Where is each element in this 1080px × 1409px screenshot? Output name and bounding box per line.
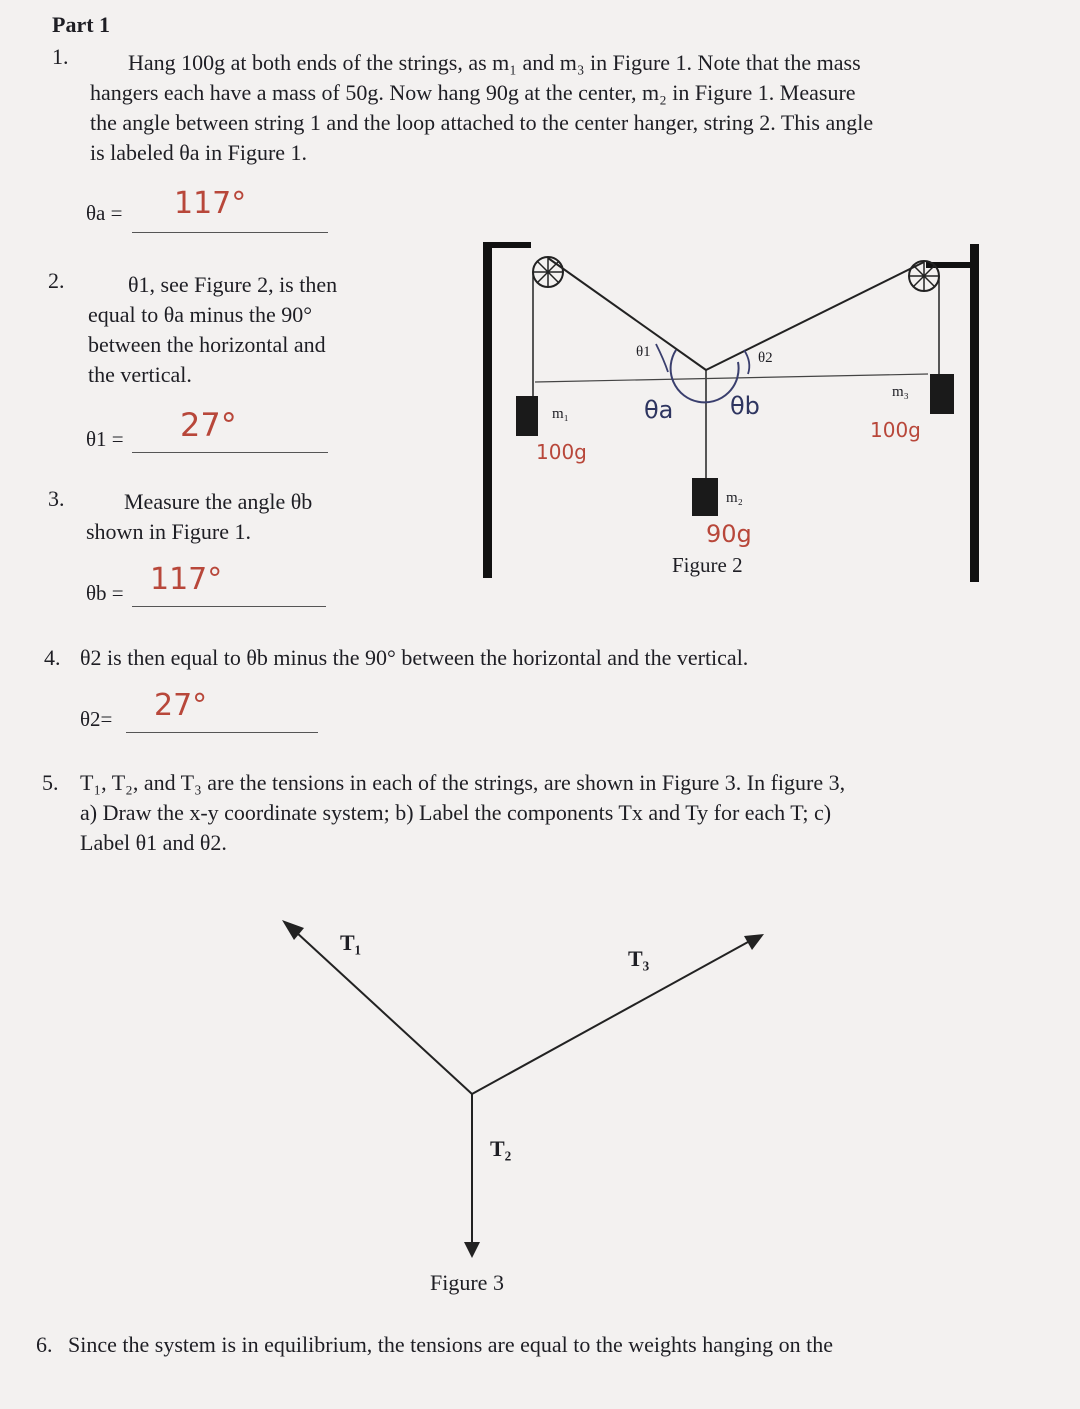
fig2-m3-value: 100g xyxy=(870,418,921,442)
fig2-m1-value: 100g xyxy=(536,440,587,464)
fig2-theta-a: θa xyxy=(644,396,674,424)
fig3-t1-label: T₁ xyxy=(340,930,362,955)
fig2-theta-b: θb xyxy=(730,392,760,420)
q1-line3: the angle between string 1 and the loop attached to the center hanger, string 2. This angle xyxy=(90,110,874,135)
fig2-m1-label: m₁ xyxy=(552,406,569,422)
fig2-theta1: θ1 xyxy=(636,344,651,360)
q2-label: θ1 = xyxy=(86,427,124,451)
vector-t3 xyxy=(472,942,748,1094)
fig2-caption: Figure 2 xyxy=(672,553,743,577)
q6-text: Since the system is in equilibrium, the tensions are equal to the weights hanging on the xyxy=(68,1332,833,1357)
q4-text: θ2 is then equal to θb minus the 90° between the horizontal and the vertical. xyxy=(80,645,749,670)
q5-line1: T₁, T₂, and T₃ are the tensions in each of the strings, are shown in Figure 3. In figure 3, xyxy=(80,770,846,795)
q1-answer[interactable]: 117° xyxy=(174,186,247,221)
fig3-caption: Figure 3 xyxy=(430,1270,504,1295)
q3-line1: Measure the angle θb xyxy=(124,489,313,514)
q4-number: 4. xyxy=(44,645,61,670)
q2-line1: θ1, see Figure 2, is then xyxy=(128,272,338,297)
fig2-theta2: θ2 xyxy=(758,350,773,366)
q2-line2: equal to θa minus the 90° xyxy=(88,302,313,327)
q3-line2: shown in Figure 1. xyxy=(86,519,251,544)
q2-number: 2. xyxy=(48,268,65,293)
vector-t1 xyxy=(296,932,472,1094)
q2-line4: the vertical. xyxy=(88,362,192,387)
q6-number: 6. xyxy=(36,1332,53,1357)
q1-label: θa = xyxy=(86,201,123,225)
q1-number: 1. xyxy=(52,44,69,69)
part-title: Part 1 xyxy=(52,12,111,37)
q2-line3: between the horizontal and xyxy=(88,332,326,357)
q1-line1: Hang 100g at both ends of the strings, as m₁ and m₃ in Figure 1. Note that the mass xyxy=(128,50,861,75)
q3-number: 3. xyxy=(48,486,65,511)
q1-line4: is labeled θa in Figure 1. xyxy=(90,140,308,165)
q3-answer[interactable]: 117° xyxy=(150,562,223,597)
fig2-m2-value: 90g xyxy=(706,520,752,548)
q2-answer[interactable]: 27° xyxy=(180,406,237,444)
fig2-m2-label: m₂ xyxy=(726,490,743,506)
fig3-t3-label: T₃ xyxy=(628,946,650,971)
q4-answer[interactable]: 27° xyxy=(154,688,208,723)
q1-line2: hangers each have a mass of 50g. Now hang 90g at the center, m₂ in Figure 1. Measure xyxy=(90,80,856,105)
q4-label: θ2= xyxy=(80,707,113,731)
arrowhead-t2-icon xyxy=(464,1242,480,1258)
q5-line3: Label θ1 and θ2. xyxy=(80,830,227,855)
q5-line2: a) Draw the x-y coordinate system; b) Label the components Tx and Ty for each T; c) xyxy=(80,800,832,825)
q5-number: 5. xyxy=(42,770,59,795)
fig2-m3-label: m₃ xyxy=(892,384,909,400)
q3-label: θb = xyxy=(86,581,124,605)
fig3-t2-label: T₂ xyxy=(490,1136,512,1161)
